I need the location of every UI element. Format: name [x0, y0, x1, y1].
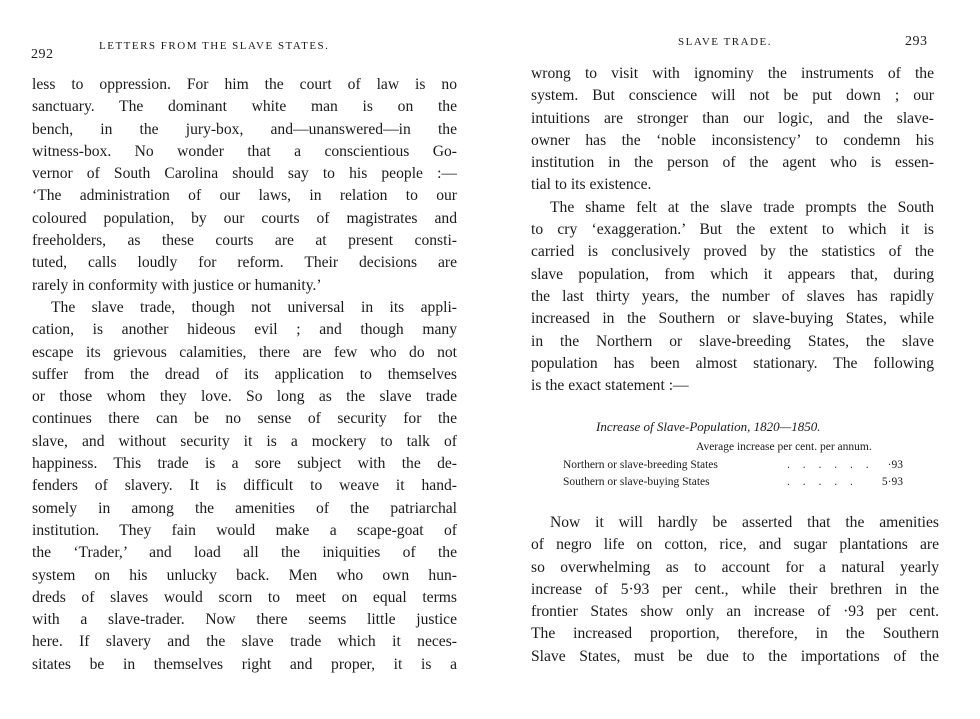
- text-line: Now it will hardly be asserted that the amenities: [550, 514, 939, 531]
- left-page-number: 292: [31, 47, 54, 62]
- table-row-value: ·93: [887, 459, 903, 471]
- text-line: Slave States, must be due to the importations of the: [531, 647, 939, 665]
- table-row-leader: . . . . .: [787, 476, 858, 488]
- left-page-text: [32, 74, 457, 676]
- text-line: institution. They fain would make a scape-goat of: [32, 521, 457, 539]
- text-line: sitates be in themselves right and proper, it is a: [32, 655, 457, 673]
- right-page-number: 293: [905, 34, 928, 49]
- text-line: increase of 5·93 per cent., while their brethren in the: [531, 580, 939, 598]
- text-line: happiness. This trade is a sore subject with the de-: [32, 455, 457, 473]
- text-line: tuted, calls loudly for reform. Their decisions are: [32, 254, 457, 272]
- text-line: slave, and without security it is a mockery to talk of: [32, 432, 457, 450]
- text-line: population has been almost stationary. The following: [531, 354, 934, 372]
- text-line: dreds of slaves would scorn to meet on equal terms: [32, 588, 457, 606]
- right-page-text-bottom: [531, 512, 939, 668]
- text-line: bench, in the jury-box, and—unanswered—in the: [32, 120, 457, 138]
- text-line: fenders of slavery. It is difficult to weave it hand-: [32, 477, 457, 495]
- text-line: the last thirty years, the number of slaves has rapidly: [531, 287, 934, 305]
- text-line: in the Northern or slave-breeding States, the slave: [531, 332, 934, 350]
- right-page-text-top: [531, 63, 934, 397]
- table-row: [563, 476, 943, 488]
- text-line: the ‘Trader,’ and load all the iniquities of the: [32, 544, 457, 562]
- text-line: system. But conscience will not be put down ; our: [531, 87, 934, 105]
- text-line: witness-box. No wonder that a conscientious Go-: [32, 142, 457, 160]
- text-line: sanctuary. The dominant white man is on the: [32, 98, 457, 116]
- text-line: ‘The administration of our laws, in relation to our: [32, 187, 457, 205]
- text-line: coloured population, by our courts of magistrates and: [32, 209, 457, 227]
- text-line: carried is conclusively proved by the statistics of the: [531, 243, 934, 261]
- text-line: institution in the person of the agent who is essen-: [531, 154, 934, 172]
- text-line: to cry ‘exaggeration.’ But the extent to which it is: [531, 221, 934, 239]
- table-title: Increase of Slave-Population, 1820—1850.: [596, 419, 821, 434]
- text-line: freeholders, as these courts are at present consti-: [32, 232, 457, 250]
- text-line: vernor of South Carolina should say to his people :—: [32, 165, 457, 183]
- table-row-value: 5·93: [881, 476, 903, 488]
- left-running-head: LETTERS FROM THE SLAVE STATES.: [99, 40, 330, 52]
- text-line: The shame felt at the slave trade prompts the South: [550, 198, 934, 216]
- text-line: with a slave-trader. Now there seems little justice: [32, 611, 457, 629]
- text-line: of negro life on cotton, rice, and sugar plantations are: [531, 536, 939, 554]
- table-row: [563, 459, 943, 471]
- table-row-label: Northern or slave-breeding States: [563, 459, 718, 471]
- text-line: rarely in conformity with justice or humanity.’: [32, 276, 322, 294]
- text-line: escape its grievous calamities, there are few who do not: [32, 343, 457, 361]
- text-line: intuitions are stronger than our logic, and the slave-: [531, 109, 934, 127]
- table-row-leader: . . . . . .: [787, 459, 874, 471]
- text-line: is the exact statement :—: [531, 377, 689, 395]
- text-line: The slave trade, though not universal in its appli-: [51, 298, 457, 316]
- text-line: owner has the ‘noble inconsistency’ to condemn his: [531, 131, 934, 149]
- text-line: here. If slavery and the slave trade which it neces-: [32, 633, 457, 651]
- text-line: The increased proportion, therefore, in the Southern: [531, 625, 939, 643]
- text-line: frontier States show only an increase of ·93 per cent.: [531, 603, 939, 621]
- right-running-head: SLAVE TRADE.: [678, 36, 772, 48]
- text-line: less to oppression. For him the court of law is no: [32, 76, 457, 93]
- text-line: somely in among the amenities of the patriarchal: [32, 499, 457, 517]
- table-row-label: Southern or slave-buying States: [563, 476, 710, 488]
- text-line: so overwhelming as to account for a natural yearly: [531, 558, 939, 576]
- text-line: system on his unlucky back. Men who own hun-: [32, 566, 457, 584]
- text-line: or those whom they love. So long as the slave trade: [32, 388, 457, 406]
- table-column-header: Average increase per cent. per annum.: [696, 441, 872, 453]
- text-line: slave population, from which it appears that, during: [531, 265, 934, 283]
- text-line: tial to its existence.: [531, 176, 652, 194]
- text-line: increased in the Southern or slave-buying States, while: [531, 310, 934, 328]
- text-line: wrong to visit with ignominy the instruments of the: [531, 65, 934, 82]
- text-line: continues there can be no sense of security for the: [32, 410, 457, 428]
- text-line: cation, is another hideous evil ; and though many: [32, 321, 457, 339]
- text-line: suffer from the dread of its application to themselves: [32, 365, 457, 383]
